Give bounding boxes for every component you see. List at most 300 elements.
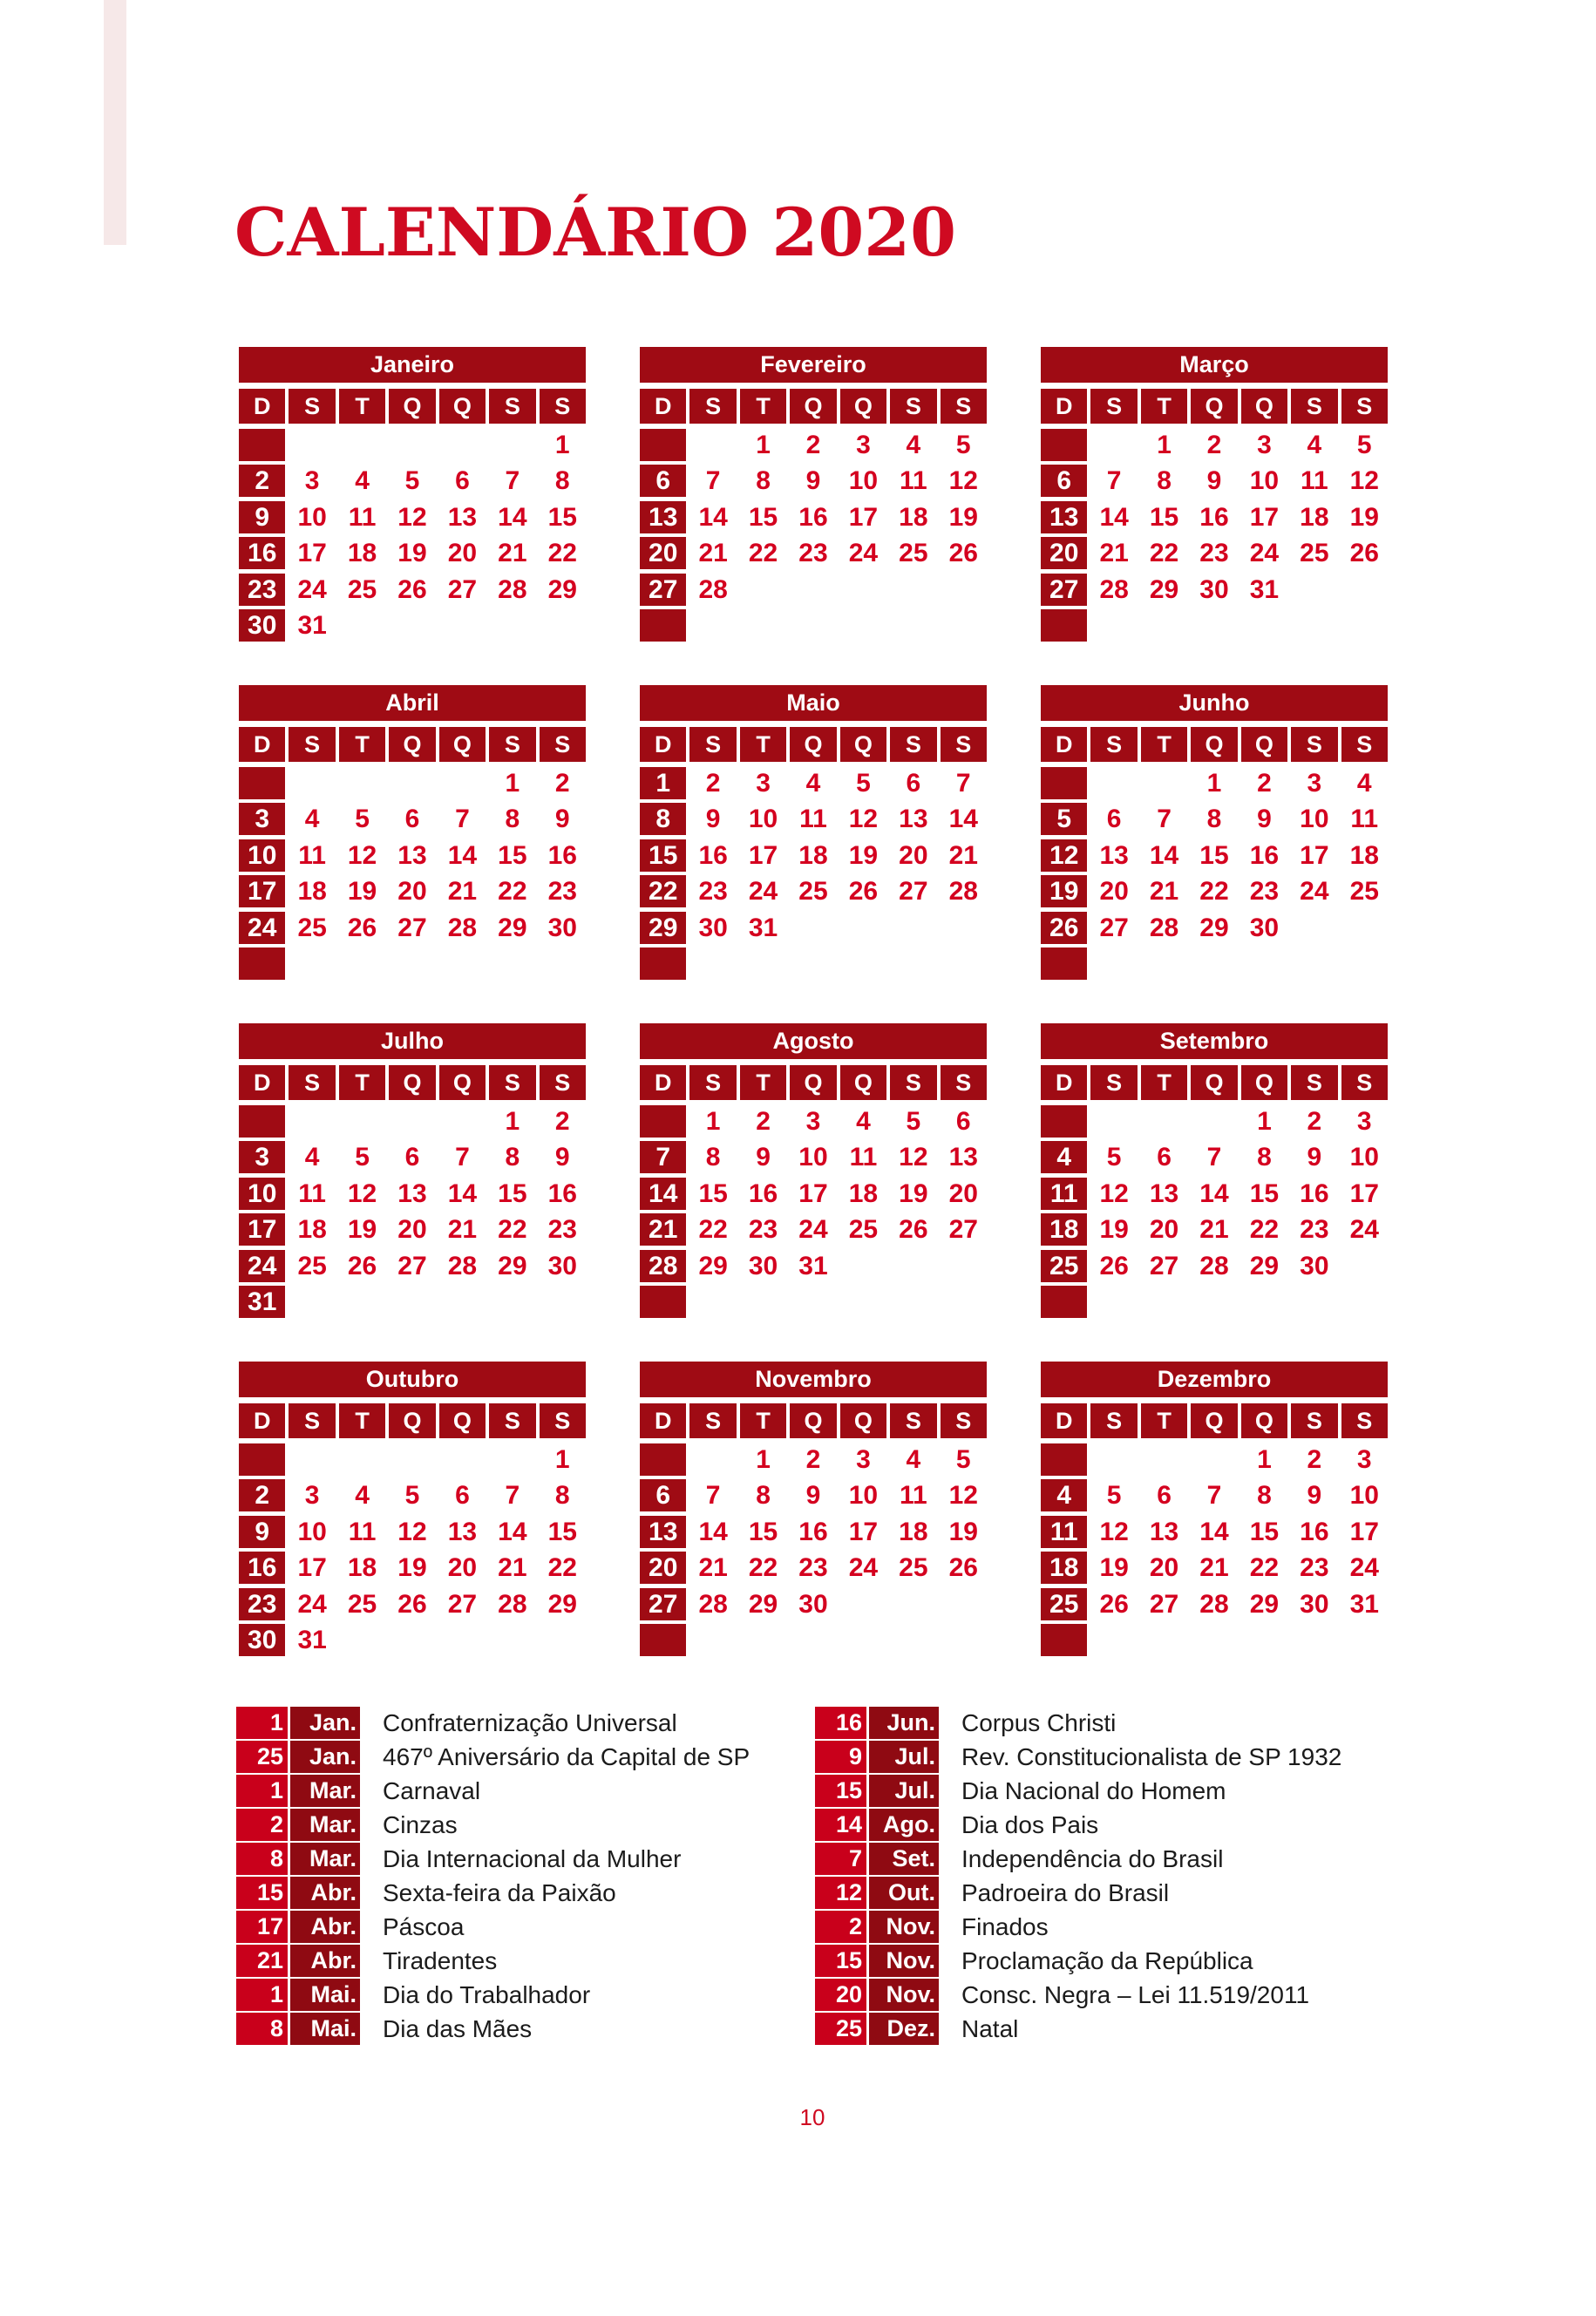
day-cell [890,1250,936,1282]
weeks [640,767,987,980]
holiday-name: Sexta-feira da Paixão [383,1879,616,1906]
weekday-header: T [740,1065,786,1100]
week-row [239,803,586,835]
day-cell [790,1286,836,1318]
day-cell: 28 [1149,913,1179,942]
day-cell [1090,1443,1137,1476]
day-cell [1341,574,1388,606]
holiday-row [236,1911,750,1943]
day-cell: 13 [397,840,427,870]
holiday-day: 8 [236,1843,288,1875]
day-cell: 22 [1249,1553,1280,1583]
day-cell: 7 [705,1481,721,1511]
day-cell [1291,1286,1337,1318]
week-row [640,839,987,872]
day-cell [740,947,786,980]
day-cell: 22 [1249,1215,1280,1245]
holiday-month: Set. [869,1843,939,1875]
sunday-cell [640,609,686,642]
day-cell: 27 [1099,913,1129,942]
day-cell [840,1250,886,1282]
day-cell: 25 [1300,539,1329,568]
holiday-month: Jan. [290,1741,360,1773]
holiday-name: Natal [961,2015,1019,2042]
weekday-header: Q [389,727,435,762]
sunday-cell: 21 [640,1213,686,1246]
holiday-day: 14 [815,1809,866,1841]
day-cell: 19 [848,840,879,870]
day-cell: 18 [899,1517,928,1546]
weekday-header: Q [1241,727,1287,762]
weekday-header: Q [1191,1403,1237,1438]
weekday-header: S [1291,1403,1337,1438]
day-cell: 10 [1249,466,1280,496]
day-cell: 5 [955,1445,971,1474]
day-cell: 26 [347,913,377,942]
month-title: Março [1041,347,1388,383]
holiday-month: Mar. [290,1843,360,1875]
sunday-cell: 13 [1041,501,1087,533]
weekday-header: Q [439,727,486,762]
sunday-cell [640,947,686,980]
holiday-day: 25 [236,1741,288,1773]
day-cell: 22 [498,1215,527,1245]
day-cell [840,1588,886,1620]
day-cell: 25 [899,1553,928,1583]
week-row [239,1552,586,1584]
day-cell: 9 [756,1143,771,1172]
day-cell [339,767,385,799]
day-cell [740,1624,786,1656]
week-row [1041,947,1388,980]
day-cell: 18 [297,1215,327,1245]
weeks [1041,1105,1388,1318]
week-row [239,537,586,569]
day-cell: 8 [705,1143,721,1172]
week-row [239,1479,586,1511]
holiday-month: Abr. [290,1877,360,1909]
sunday-cell: 4 [1041,1141,1087,1173]
day-cell: 13 [397,1178,427,1208]
day-cell [1141,767,1187,799]
page-title: CALENDÁRIO 2020 [234,194,957,271]
day-cell: 15 [498,840,527,870]
day-cell [689,609,736,642]
day-cell [1291,947,1337,980]
week-row [640,875,987,907]
day-cell: 24 [1249,539,1280,568]
holiday-month: Jul. [869,1775,939,1807]
day-cell [1191,947,1237,980]
holiday-month: Ago. [869,1809,939,1841]
month-title: Abril [239,685,586,721]
day-cell [1341,1286,1388,1318]
weeks [640,429,987,642]
day-cell: 5 [355,1143,370,1172]
day-cell: 3 [856,1445,871,1474]
day-cell [389,1624,435,1656]
week-row [640,429,987,461]
weekday-header: D [1041,389,1087,424]
weekday-header: T [1141,1065,1187,1100]
holiday-row [236,1945,750,1977]
day-cell: 17 [1349,1517,1379,1546]
month-title: Novembro [640,1362,987,1397]
week-row [239,1516,586,1548]
day-cell: 1 [1157,431,1172,459]
day-cell: 11 [1350,805,1379,834]
day-cell: 4 [304,805,320,834]
day-cell: 23 [1300,1553,1329,1583]
weeks [640,1105,987,1318]
weekday-header: S [941,727,987,762]
day-cell [1141,1624,1187,1656]
day-cell: 23 [547,1215,577,1245]
day-cell: 3 [1307,769,1322,798]
day-cell: 17 [1249,502,1280,532]
week-row [640,1213,987,1246]
weeks [640,1443,987,1656]
day-cell [289,1105,335,1138]
day-cell: 16 [1249,840,1280,870]
week-row [1041,1552,1388,1584]
day-cell: 14 [447,1178,478,1208]
day-cell [1191,1443,1237,1476]
sunday-cell: 3 [239,1141,285,1173]
weekday-header-row [1041,727,1388,762]
day-cell: 5 [955,431,971,459]
day-cell: 6 [455,1481,470,1511]
holiday-row [236,1775,750,1807]
month-abril [239,685,586,1023]
weekday-header: D [1041,1065,1087,1100]
holiday-month: Nov. [869,1911,939,1943]
holiday-name: Rev. Constitucionalista de SP 1932 [961,1743,1342,1770]
week-row [239,839,586,872]
sunday-cell: 2 [239,1479,285,1511]
sunday-cell: 20 [640,1552,686,1584]
holiday-month: Jun. [869,1707,939,1739]
day-cell [790,574,836,606]
day-cell: 11 [799,805,827,834]
day-cell: 28 [698,574,728,604]
page-number: 10 [799,2104,825,2130]
holiday-day: 17 [236,1911,288,1943]
day-cell: 30 [798,1589,828,1619]
weekday-header: S [689,1065,736,1100]
day-cell: 22 [1199,877,1229,907]
day-cell [890,574,936,606]
weekday-header-row [239,1065,586,1100]
month-novembro [640,1362,987,1700]
day-cell [439,947,486,980]
day-cell: 18 [347,1553,377,1583]
week-row [640,1588,987,1620]
day-cell: 7 [955,769,971,798]
weekday-header: S [540,1403,586,1438]
week-row [640,1516,987,1548]
day-cell: 11 [849,1143,878,1172]
weekday-header-row [640,389,987,424]
day-cell: 6 [1157,1481,1172,1511]
sunday-cell: 30 [239,609,285,642]
day-cell: 25 [297,1251,327,1280]
day-cell [1141,1105,1187,1138]
sunday-cell: 9 [239,1516,285,1548]
week-row [239,1213,586,1246]
holiday-month: Mai. [290,2013,360,2045]
holiday-day: 20 [815,1979,866,2011]
day-cell: 12 [347,840,377,870]
holiday-name: Dia dos Pais [961,1811,1099,1838]
weekday-header: D [640,1065,686,1100]
weekday-header: Q [790,727,836,762]
weekday-header: S [289,727,335,762]
day-cell: 25 [899,539,928,568]
week-row [1041,1479,1388,1511]
sunday-cell: 25 [1041,1588,1087,1620]
day-cell: 24 [1349,1215,1379,1245]
sunday-cell: 27 [640,574,686,606]
day-cell: 22 [498,877,527,907]
day-cell: 10 [297,502,327,532]
sunday-cell [239,767,285,799]
day-cell [1090,609,1137,642]
day-cell: 22 [698,1215,728,1245]
sunday-cell [640,1105,686,1138]
weekday-header: Q [389,1065,435,1100]
day-cell [289,767,335,799]
day-cell: 17 [748,840,778,870]
day-cell: 5 [1356,431,1372,459]
day-cell: 2 [554,769,570,798]
week-row [239,1624,586,1656]
day-cell: 29 [698,1251,728,1280]
day-cell: 9 [805,1481,821,1511]
week-row [239,875,586,907]
day-cell: 5 [856,769,871,798]
holiday-day: 15 [815,1945,866,1977]
holiday-name: 467º Aniversário da Capital de SP [383,1743,750,1770]
sunday-cell: 10 [239,839,285,872]
day-cell: 1 [1206,769,1222,798]
day-cell: 17 [1349,1178,1379,1208]
day-cell: 8 [1257,1143,1272,1172]
day-cell: 19 [397,1553,427,1583]
week-row [1041,1141,1388,1173]
day-cell: 25 [798,877,828,907]
day-cell: 24 [297,1589,327,1619]
day-cell: 10 [848,466,879,496]
week-row [1041,537,1388,569]
day-cell: 24 [1300,877,1329,907]
day-cell: 14 [447,840,478,870]
sunday-cell [1041,1286,1087,1318]
day-cell: 8 [505,805,520,834]
sunday-cell: 16 [239,537,285,569]
day-cell: 21 [498,1553,527,1583]
day-cell: 19 [948,502,978,532]
sunday-cell: 18 [1041,1552,1087,1584]
day-cell: 28 [447,913,478,942]
day-cell: 25 [848,1215,879,1245]
holiday-row [236,1979,750,2011]
holiday-name: Páscoa [383,1913,465,1940]
weekday-header: T [1141,1403,1187,1438]
day-cell: 14 [948,805,978,834]
day-cell: 27 [397,913,427,942]
weekday-header-row [640,1065,987,1100]
day-cell: 1 [505,1107,520,1136]
sunday-cell: 31 [239,1286,285,1318]
day-cell: 24 [1349,1553,1379,1583]
day-cell: 21 [498,539,527,568]
day-cell [1291,574,1337,606]
day-cell: 21 [447,1215,478,1245]
day-cell: 18 [297,877,327,907]
weekday-header: S [489,389,535,424]
day-cell [339,1286,385,1318]
holidays-list-right [815,1707,1341,2047]
week-row [239,1141,586,1173]
holiday-day: 16 [815,1707,866,1739]
weekday-header: Q [840,1403,886,1438]
weekday-header: T [740,1403,786,1438]
day-cell: 16 [547,840,577,870]
week-row [1041,1213,1388,1246]
weekday-header: T [740,727,786,762]
day-cell: 7 [1206,1481,1222,1511]
weekday-header: S [1291,1065,1337,1100]
sunday-cell: 23 [239,574,285,606]
sunday-cell: 28 [640,1250,686,1282]
sunday-cell: 17 [239,875,285,907]
day-cell: 2 [756,1107,771,1136]
day-cell: 10 [1349,1143,1379,1172]
day-cell: 17 [848,1517,879,1546]
weekday-header: S [1090,1065,1137,1100]
month-agosto [640,1023,987,1362]
week-row [239,1250,586,1282]
day-cell [1291,609,1337,642]
day-cell: 12 [948,1481,978,1511]
weekday-header: D [640,727,686,762]
day-cell: 15 [547,502,577,532]
day-cell: 30 [698,913,728,942]
day-cell [689,1443,736,1476]
day-cell: 5 [906,1107,921,1136]
holiday-name: Tiradentes [383,1947,498,1974]
day-cell: 12 [347,1178,377,1208]
day-cell: 26 [899,1215,928,1245]
day-cell: 29 [1249,1251,1280,1280]
month-title: Maio [640,685,987,721]
holiday-row [815,1877,1341,1909]
day-cell [941,912,987,944]
day-cell: 29 [1199,913,1229,942]
weeks [239,767,586,980]
day-cell [840,609,886,642]
weekday-header: D [239,727,285,762]
week-row [1041,429,1388,461]
sunday-cell: 6 [640,1479,686,1511]
holiday-day: 12 [815,1877,866,1909]
weekday-header: D [640,389,686,424]
sunday-cell: 11 [1041,1516,1087,1548]
day-cell [489,429,535,461]
day-cell [540,1624,586,1656]
day-cell: 30 [1300,1589,1329,1619]
sunday-cell: 20 [640,537,686,569]
day-cell: 14 [498,1517,527,1546]
holiday-row [236,1843,750,1875]
day-cell: 23 [748,1215,778,1245]
day-cell [689,429,736,461]
day-cell: 20 [899,840,928,870]
weeks [239,1105,586,1318]
month-title: Fevereiro [640,347,987,383]
day-cell [740,1286,786,1318]
month-title: Dezembro [1041,1362,1388,1397]
day-cell [339,1443,385,1476]
weekday-header: S [289,389,335,424]
day-cell: 1 [1257,1107,1272,1136]
holiday-month: Nov. [869,1945,939,1977]
day-cell: 25 [297,913,327,942]
weekday-header: S [890,1403,936,1438]
day-cell: 28 [447,1251,478,1280]
day-cell: 8 [756,466,771,496]
holiday-name: Corpus Christi [961,1709,1117,1736]
weekday-header: Q [439,1403,486,1438]
day-cell: 23 [547,877,577,907]
day-cell: 12 [397,502,427,532]
day-cell: 31 [1249,574,1280,604]
day-cell: 4 [805,769,821,798]
day-cell: 13 [447,1517,478,1546]
day-cell: 24 [848,539,879,568]
day-cell [1090,947,1137,980]
day-cell: 12 [948,466,978,496]
sunday-cell: 11 [1041,1178,1087,1210]
day-cell: 12 [1099,1178,1129,1208]
week-row [640,1443,987,1476]
day-cell: 21 [1099,539,1129,568]
sunday-cell [1041,767,1087,799]
weekday-header: S [1341,389,1388,424]
sunday-cell: 5 [1041,803,1087,835]
day-cell: 9 [805,466,821,496]
day-cell [489,947,535,980]
day-cell: 30 [748,1251,778,1280]
holiday-name: Cinzas [383,1811,458,1838]
sunday-cell: 27 [1041,574,1087,606]
sunday-cell [640,1286,686,1318]
day-cell: 5 [404,1481,420,1511]
day-cell: 11 [298,840,326,870]
week-row [640,501,987,533]
day-cell: 5 [404,466,420,496]
day-cell: 7 [455,1143,470,1172]
day-cell [941,947,987,980]
day-cell [339,1624,385,1656]
day-cell: 3 [756,769,771,798]
day-cell: 14 [1099,502,1129,532]
day-cell [1191,609,1237,642]
day-cell: 12 [848,805,879,834]
day-cell: 1 [756,431,771,459]
day-cell [439,609,486,642]
